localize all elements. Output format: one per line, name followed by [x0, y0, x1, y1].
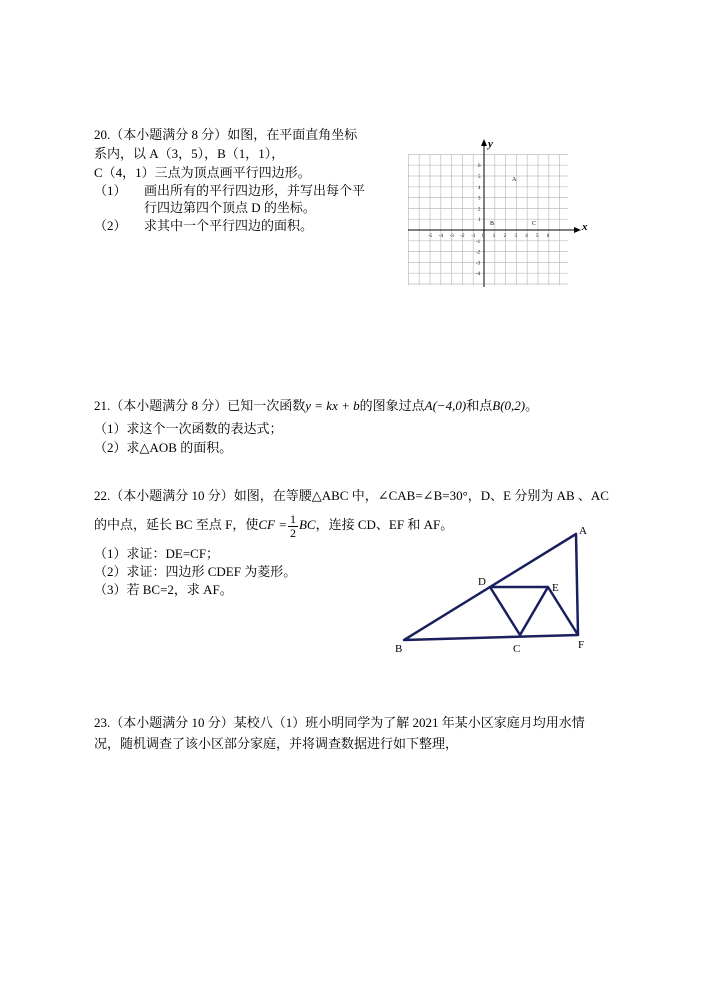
- q22-bc: BC: [298, 517, 316, 532]
- y-tick-label: 2: [478, 207, 481, 213]
- vertex-c-label: C: [513, 643, 521, 655]
- y-axis-arrow-icon: [481, 139, 487, 146]
- y-tick-label: -2: [476, 250, 481, 256]
- y-tick-label: -1: [476, 239, 481, 245]
- q20-line1: 20.（本小题满分 8 分）如图，在平面直角坐标: [94, 127, 358, 142]
- x-tick-label: 3: [514, 234, 517, 239]
- q21-point-b: B(0,2): [492, 398, 526, 413]
- triangle-figure: [390, 520, 600, 660]
- q20-item1-text-a: 画出所有的平行四边形，并写出每个平: [144, 183, 366, 198]
- coordinate-grid-figure: [400, 130, 600, 290]
- y-tick-label: 3: [478, 196, 481, 202]
- x-axis-label: x: [582, 221, 588, 233]
- q22-item1: （1）求证：DE=CF；: [94, 546, 220, 561]
- x-tick-label: -2: [460, 234, 465, 239]
- q20-line3: C（4，1）三点为顶点画平行四边形。: [94, 165, 311, 180]
- q23-line2: 况，随机调查了该小区部分家庭，并将调查数据进行如下整理，: [94, 736, 459, 751]
- q23-line1: 23.（本小题满分 10 分）某校八（1）班小明同学为了解 2021 年某小区家庭月均用水情: [94, 715, 585, 730]
- q21-and: 和点: [466, 398, 493, 413]
- x-tick-label: 2: [503, 234, 507, 239]
- q21-intro: 21.（本小题满分 8 分）已知一次函数: [94, 398, 306, 413]
- q22-item3: （3）若 BC=2，求 AF。: [94, 582, 233, 597]
- q21-end: 。: [525, 398, 539, 413]
- q22-fraction-denominator: 2: [289, 525, 296, 540]
- vertex-f-label: F: [578, 639, 585, 651]
- q20-item2-text: 求其中一个平行四边的面积。: [144, 218, 314, 233]
- q21-item1: （1）求这个一次函数的表达式；: [94, 421, 283, 436]
- x-axis-arrow-icon: [574, 227, 581, 233]
- y-tick-label: 6: [478, 164, 481, 170]
- y-axis-label: y: [488, 138, 493, 150]
- y-tick-label: -3: [476, 261, 481, 267]
- q20-item1-text-b: 行四边第四个顶点 D 的坐标。: [144, 200, 316, 215]
- vertex-e-label: E: [552, 582, 559, 594]
- y-tick-label: 5: [478, 175, 481, 180]
- vertex-a-label: A: [579, 525, 587, 537]
- y-tick-label: 1: [478, 218, 481, 224]
- vertex-b-label: B: [395, 643, 403, 655]
- segments-dc-ce-ef: [490, 587, 578, 635]
- q21-middle: 的图象过点: [359, 398, 425, 413]
- point-b-label: B: [490, 221, 495, 227]
- x-tick-label: 5: [536, 234, 539, 239]
- q22-line1: 22.（本小题满分 10 分）如图，在等腰△ABC 中，∠CAB=∠B=30°，D、E 分别为 AB 、AC: [94, 488, 609, 503]
- q20-item2-number: （2）: [94, 218, 127, 233]
- q20-item1-number: （1）: [94, 183, 127, 198]
- x-tick-label: -4: [438, 234, 443, 239]
- q22-line2-end: ，连接 CD、EF 和 AF。: [315, 517, 454, 532]
- x-tick-label: 6: [546, 234, 550, 239]
- point-c-label: C: [532, 221, 537, 227]
- q22-line2-intro: 的中点，延长 BC 至点 F，使: [94, 517, 259, 532]
- x-tick-label: 0: [482, 234, 485, 239]
- q22-fraction: [288, 513, 298, 540]
- q21-item2: （2）求△AOB 的面积。: [94, 440, 233, 455]
- x-tick-label: -5: [428, 234, 433, 239]
- y-tick-label: 4: [478, 185, 481, 191]
- grid-lines: [408, 154, 568, 285]
- q22-item2: （2）求证：四边形 CDEF 为菱形。: [94, 564, 297, 579]
- vertex-d-label: D: [478, 576, 486, 588]
- x-tick-label: -1: [471, 234, 476, 239]
- q22-cf: CF =: [258, 517, 287, 532]
- q22-fraction-numerator: 1: [289, 511, 296, 526]
- q21-point-a: A(−4,0): [424, 398, 467, 413]
- y-tick-label: -4: [476, 272, 481, 278]
- q20-line2: 系内，以 A（3，5），B（1，1），: [94, 146, 285, 161]
- q21-function: y = kx + b: [305, 398, 360, 413]
- q21-line1: [94, 398, 538, 414]
- x-tick-label: 1: [492, 234, 496, 239]
- x-tick-label: 4: [525, 234, 528, 239]
- point-a-label: A: [512, 177, 517, 183]
- x-tick-label: -3: [449, 234, 454, 239]
